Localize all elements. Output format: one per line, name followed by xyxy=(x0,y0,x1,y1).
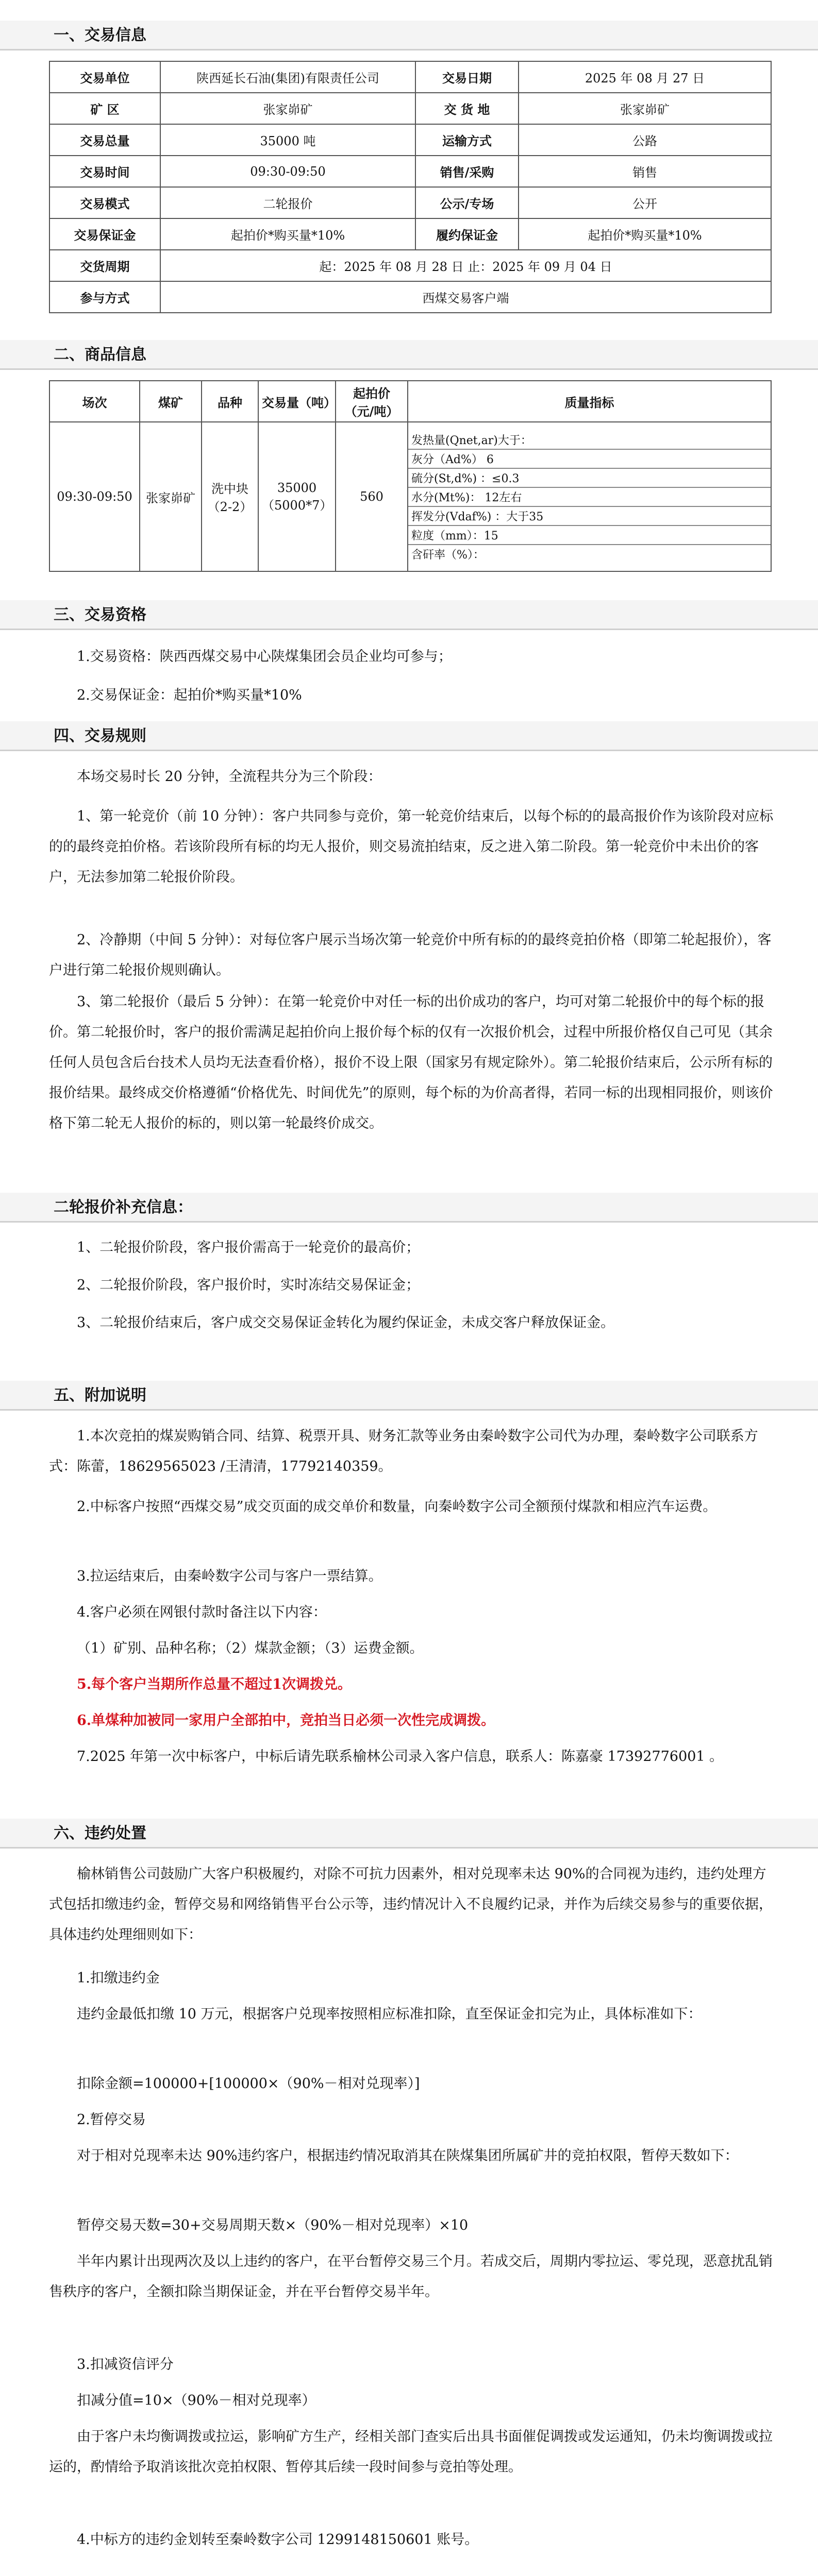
default-f2: 暂停交易天数=30+交易周期天数×（90%－相对兑现率）×10 xyxy=(77,2217,469,2233)
cell-value: 起拍价*购买量*10% xyxy=(160,218,415,250)
section-default-title: 六、违约处置 xyxy=(0,1819,818,1849)
cell-label: 公示/专场 xyxy=(415,187,519,218)
round2-q3: 3、二轮报价结束后，客户成交交易保证金转化为履约保证金，未成交客户释放保证金。 xyxy=(77,1315,615,1331)
section-notes-title: 五、附加说明 xyxy=(0,1381,818,1411)
cell-value: 起：2025 年 08 月 28 日 止：2025 年 09 月 04 日 xyxy=(160,250,771,281)
quality-item: 含矸率（%）： xyxy=(411,548,485,562)
cell-label: 运输方式 xyxy=(415,124,519,156)
round2-info-title: 二轮报价补充信息： xyxy=(0,1193,818,1223)
cell-label: 销售/采购 xyxy=(415,156,519,187)
default-h1: 1.扣缴违约金 xyxy=(77,1970,160,1986)
section-trade-info-title: 一、交易信息 xyxy=(0,21,818,50)
cell-label: 交易单位 xyxy=(49,61,160,93)
cell-label: 交易总量 xyxy=(49,124,160,156)
section-qualification-title: 三、交易资格 xyxy=(0,600,818,630)
cell-label: 矿 区 xyxy=(49,93,160,124)
section-rules-title: 四、交易规则 xyxy=(0,721,818,751)
cell-kind: 洗中块（2-2） xyxy=(202,422,258,571)
cell-value: 西煤交易客户端 xyxy=(160,281,771,313)
notes-p4: 4.客户必须在网银付款时备注以下内容： xyxy=(77,1604,327,1620)
notes-p4a: （1）矿别、品种名称；（2）煤款金额；（3）运费金额。 xyxy=(77,1640,424,1656)
default-p3: 由于客户未均衡调拨或拉运，影响矿方生产，经相关部门查实后出具书面催促调拨或发运通知，仍未均衡调拨或拉运的，酌情给予取消该批次竞拍权限、暂停其后续一段时间参与竞拍等处理。 xyxy=(49,2429,773,2475)
table-row xyxy=(49,422,771,571)
default-p4: 4.中标方的违约金划转至秦岭数字公司 1299148150601 账号。 xyxy=(77,2532,479,2548)
default-h3: 3.扣减资信评分 xyxy=(77,2357,174,2372)
cell-mine: 张家峁矿 xyxy=(140,422,202,571)
cell-label: 交易日期 xyxy=(415,61,519,93)
quality-item: 粒度（mm）：15 xyxy=(408,526,771,545)
quality-item: 水分(Mt%)： 12左右 xyxy=(408,487,771,506)
table-row xyxy=(49,281,771,313)
rules-p3: 3、第二轮报价（最后 5 分钟）：在第一轮竞价中对任一标的出价成功的客户，均可对第二轮报价中的每个标的报价。第二轮报价时，客户的报价需满足起拍价向上报价每个标的仅有一次报价机会，过程中所报价格仅自己可见（其余任何人员包含后台技术人员均无法查看价格），报价不设上限（国家另有规定除外）。第二轮报价结束后，公示所有标的报价结果。最终成交价格遵循“价格优先、时间优先”的原则，每个标的为价高者得，若同一标的出现相同报价，则该价格下第二轮无人报价的标的，则以第一轮最终价成交。 xyxy=(49,994,773,1131)
product-info-table xyxy=(49,380,772,572)
table-row xyxy=(49,187,771,218)
cell-time: 09:30-09:50 xyxy=(49,422,140,571)
cell-value: 2025 年 08 月 27 日 xyxy=(519,61,771,93)
cell-price: 560 xyxy=(336,422,408,571)
table-row xyxy=(49,156,771,187)
qualification-p1: 1.交易资格：陕西西煤交易中心陕煤集团会员企业均可参与； xyxy=(77,649,452,665)
cell-quality xyxy=(408,422,771,571)
column-header: 起拍价（元/吨） xyxy=(336,381,408,422)
cell-value: 张家峁矿 xyxy=(160,93,415,124)
notes-p3: 3.拉运结束后，由秦岭数字公司与客户一票结算。 xyxy=(77,1568,382,1584)
quality-item: 挥发分(Vdaf%) ：大于35 xyxy=(408,506,771,526)
default-p2: 对于相对兑现率未达 90%违约客户，根据违约情况取消其在陕煤集团所属矿井的竞拍权限，暂停天数如下： xyxy=(77,2148,739,2164)
column-header: 场次 xyxy=(49,381,140,422)
notes-p7: 7.2025 年第一次中标客户，中标后请先联系榆林公司录入客户信息，联系人：陈嘉豪 17392776001 。 xyxy=(77,1749,724,1765)
qualification-p2: 2.交易保证金：起拍价*购买量*10% xyxy=(77,687,302,703)
cell-label: 参与方式 xyxy=(49,281,160,313)
quality-item: 灰分（Ad%） 6 xyxy=(408,449,771,468)
column-header: 质量指标 xyxy=(408,381,771,422)
notes-p6: 6.单煤种加被同一家用户全部拍中，竞拍当日必须一次性完成调拨。 xyxy=(77,1713,495,1728)
rules-p2: 2、冷静期（中间 5 分钟）：对每位客户展示当场次第一轮竞价中所有标的的最终竞拍价格（即第二轮起报价），客户进行第二轮报价规则确认。 xyxy=(49,932,772,978)
cell-value: 销售 xyxy=(519,156,771,187)
rules-p1: 1、第一轮竞价（前 10 分钟）：客户共同参与竞价，第一轮竞价结束后，以每个标的的最高报价作为该阶段对应标的的最终竞拍价格。若该阶段所有标的均无人报价，则交易流拍结束，反之进入第二阶段。第一轮竞价中未出价的客户，无法参加第二轮报价阶段。 xyxy=(49,808,774,885)
default-p1: 违约金最低扣缴 10 万元，根据客户兑现率按照相应标准扣除，直至保证金扣完为止，具体标准如下： xyxy=(77,2006,702,2022)
table-row xyxy=(49,93,771,124)
cell-label: 交易保证金 xyxy=(49,218,160,250)
table-row xyxy=(49,124,771,156)
table-header-row xyxy=(49,381,771,422)
quality-list xyxy=(408,431,771,563)
cell-value: 二轮报价 xyxy=(160,187,415,218)
cell-label: 交易模式 xyxy=(49,187,160,218)
quality-item: 硫分(St,d%) ：≤0.3 xyxy=(408,468,771,487)
column-header: 品种 xyxy=(202,381,258,422)
table-row xyxy=(49,218,771,250)
round2-q2: 2、二轮报价阶段，客户报价时，实时冻结交易保证金； xyxy=(77,1277,420,1293)
quality-item: 发热量(Qnet,ar)大于： xyxy=(408,431,771,449)
section-product-info-title: 二、商品信息 xyxy=(0,340,818,370)
notes-p2: 2.中标客户按照“西煤交易”成交页面的成交单价和数量，向秦岭数字公司全额预付煤款和相应汽车运费。 xyxy=(77,1499,717,1515)
notes-p1: 1.本次竞拍的煤炭购销合同、结算、税票开具、财务汇款等业务由秦岭数字公司代为办理，秦岭数字公司联系方式：陈蕾，18629565023 /王清清，17792140359。 xyxy=(49,1428,758,1475)
cell-value: 陕西延长石油(集团)有限责任公司 xyxy=(160,61,415,93)
cell-label: 交易时间 xyxy=(49,156,160,187)
trade-info-table xyxy=(49,61,772,313)
column-header: 交易量（吨） xyxy=(258,381,336,422)
column-header: 煤矿 xyxy=(140,381,202,422)
cell-label: 交货周期 xyxy=(49,250,160,281)
notes-p5: 5.每个客户当期所作总量不超过1次调拨兑。 xyxy=(77,1676,352,1692)
cell-value: 起拍价*购买量*10% xyxy=(519,218,771,250)
default-p2b: 半年内累计出现两次及以上违约的客户，在平台暂停交易三个月。若成交后，周期内零拉运、零兑现，恶意扰乱销售秩序的客户，全额扣除当期保证金，并在平台暂停交易半年。 xyxy=(49,2253,773,2300)
cell-value: 公开 xyxy=(519,187,771,218)
default-f3: 扣减分值=10×（90%－相对兑现率） xyxy=(77,2393,316,2409)
default-p0: 榆林销售公司鼓励广大客户积极履约，对除不可抗力因素外，相对兑现率未达 90%的合同视为违约，违约处理方式包括扣缴违约金，暂停交易和网络销售平台公示等，违约情况计入不良履约记录，并作为后续交易参与的重要依据，具体违约处理细则如下： xyxy=(49,1866,773,1943)
cell-qty: 35000（5000*7） xyxy=(258,422,336,571)
rules-p0: 本场交易时长 20 分钟，全流程共分为三个阶段： xyxy=(77,769,382,785)
cell-label: 履约保证金 xyxy=(415,218,519,250)
table-row xyxy=(49,250,771,281)
cell-value: 张家峁矿 xyxy=(519,93,771,124)
default-f1: 扣除金额=100000+[100000×（90%－相对兑现率）] xyxy=(77,2076,420,2092)
table-row xyxy=(49,61,771,93)
default-h2: 2.暂停交易 xyxy=(77,2112,146,2128)
cell-value: 公路 xyxy=(519,124,771,156)
round2-q1: 1、二轮报价阶段，客户报价需高于一轮竞价的最高价； xyxy=(77,1240,420,1256)
cell-label: 交 货 地 xyxy=(415,93,519,124)
cell-value: 35000 吨 xyxy=(160,124,415,156)
cell-value: 09:30-09:50 xyxy=(160,156,415,187)
